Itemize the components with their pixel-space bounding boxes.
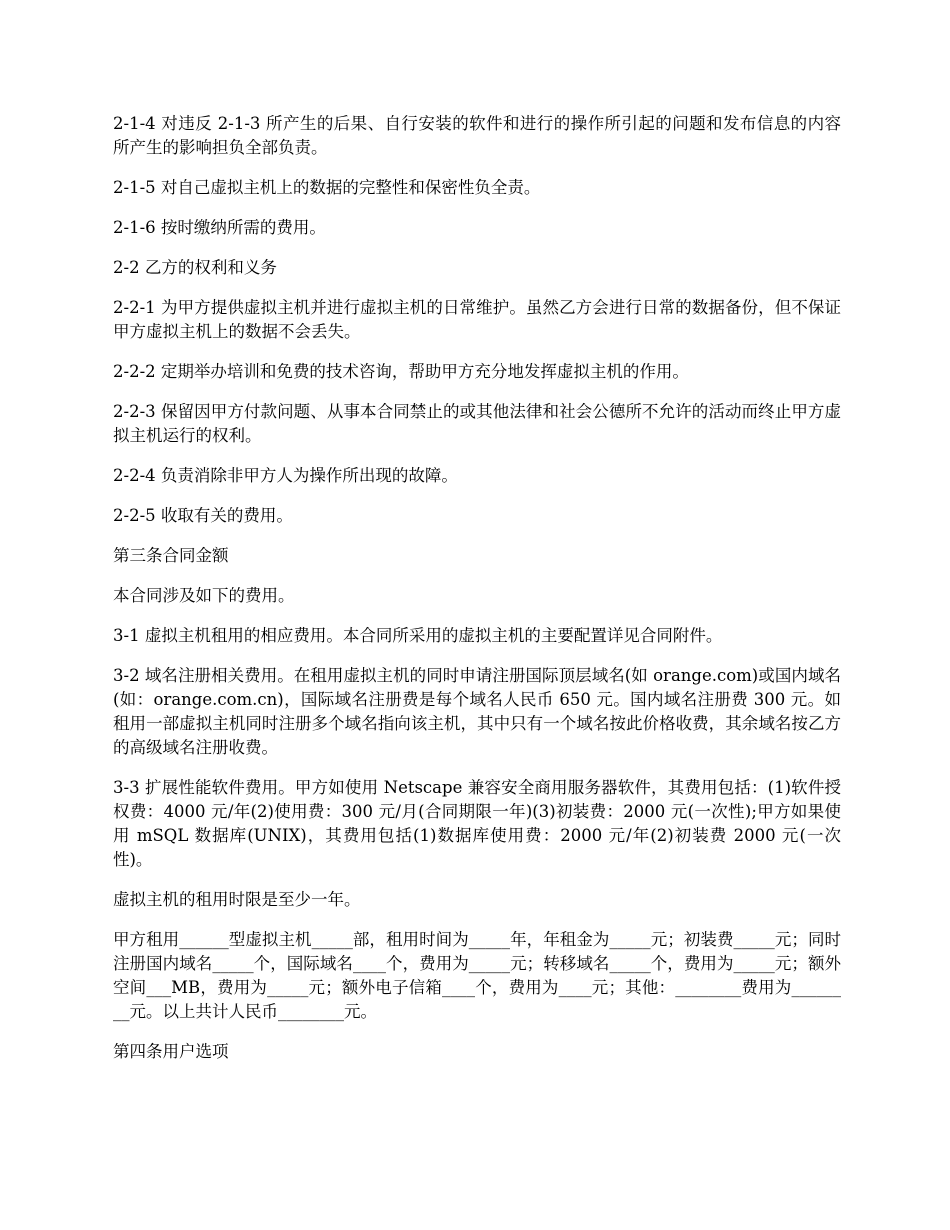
- article-3-intro: 本合同涉及如下的费用。: [113, 586, 295, 605]
- section-heading-2-2: 2-2 乙方的权利和义务: [113, 258, 277, 277]
- rental-term-note: 虚拟主机的租用时限是至少一年。: [113, 890, 361, 909]
- clause-2-1-4: 2-1-4 对违反 2-1-3 所产生的后果、自行安装的软件和进行的操作所引起的问题和发布信息的内容所产生的影响担负全部负责。: [113, 114, 841, 157]
- clause-3-3: 3-3 扩展性能软件费用。甲方如使用 Netscape 兼容安全商用服务器软件，其费用包括：(1)软件授权费：4000 元/年(2)使用费：300 元/月(合同期限一年)(3)初装费：2000 元(一次性);甲方如果使用 mSQL 数据库(UNIX)，其费用包括(1)数据库使用费：2000 元/年(2)初装费 2000 元(一次性)。: [113, 778, 841, 869]
- clause-2-2-1: 2-2-1 为甲方提供虚拟主机并进行虚拟主机的日常维护。虽然乙方会进行日常的数据备份，但不保证甲方虚拟主机上的数据不会丢失。: [113, 298, 841, 341]
- clause-2-2-2: 2-2-2 定期举办培训和免费的技术咨询，帮助甲方充分地发挥虚拟主机的作用。: [113, 362, 689, 381]
- rental-fill-in-terms: 甲方租用______型虚拟主机_____部，租用时间为_____年，年租金为_____元；初装费_____元；同时注册国内域名_____个，国际域名____个，费用为_____元；转移域名_____个，费用为_____元；额外空间___MB，费用为_____元；额外电子信箱____个，费用为____元；其他：________费用为________元。以上共计人民币________元。: [113, 930, 841, 1021]
- article-3-heading: 第三条合同金额: [113, 546, 229, 565]
- clause-2-2-4: 2-2-4 负责消除非甲方人为操作所出现的故障。: [113, 466, 458, 485]
- clause-3-1: 3-1 虚拟主机租用的相应费用。本合同所采用的虚拟主机的主要配置详见合同附件。: [113, 626, 723, 645]
- clause-2-2-3: 2-2-3 保留因甲方付款问题、从事本合同禁止的或其他法律和社会公德所不允许的活动而终止甲方虚拟主机运行的权利。: [113, 402, 841, 445]
- clause-2-1-6: 2-1-6 按时缴纳所需的费用。: [113, 218, 326, 237]
- clause-2-2-5: 2-2-5 收取有关的费用。: [113, 506, 293, 525]
- article-4-heading: 第四条用户选项: [113, 1042, 229, 1061]
- clause-2-1-5: 2-1-5 对自己虚拟主机上的数据的完整性和保密性负全责。: [113, 178, 541, 197]
- clause-3-2: 3-2 域名注册相关费用。在租用虚拟主机的同时申请注册国际顶层域名(如 orange.com)或国内域名(如：orange.com.cn)，国际域名注册费是每个域名人民币 650 元。国内域名注册费 300 元。如租用一部虚拟主机同时注册多个域名指向该主机，其中只有一个域名按此价格收费，其余域名按乙方的高级域名注册收费。: [113, 666, 841, 757]
- document-page: [113, 112, 841, 1080]
